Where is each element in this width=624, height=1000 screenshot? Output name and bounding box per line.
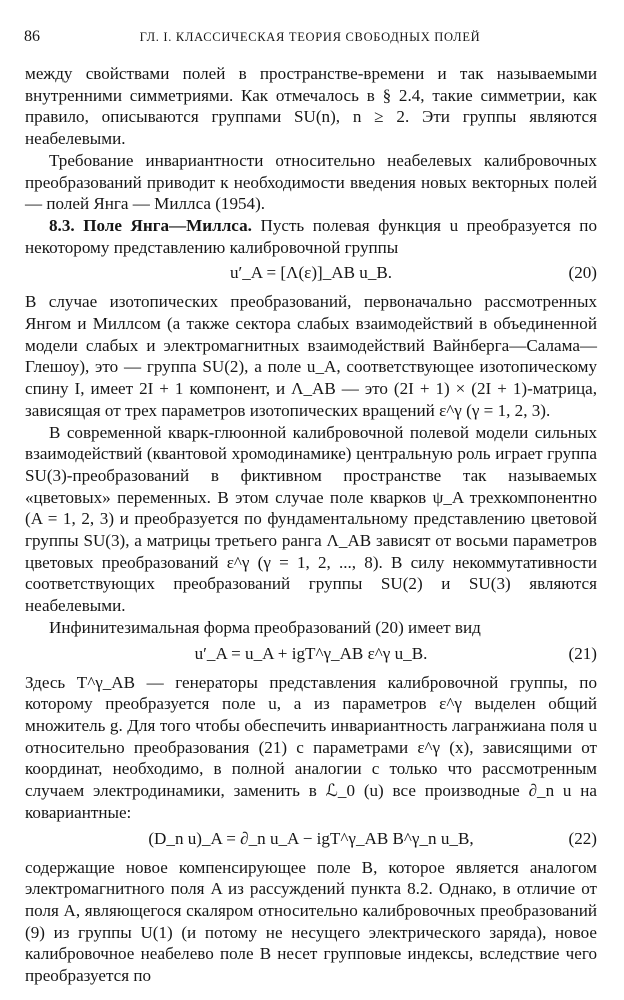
equation-number: (21) [568,643,597,663]
paragraph: Требование инвариантности относительно неабелевых калибровочных преобразований приводит к необходимости введения новых векторных полей — полей Янга — Миллса (1954). [25,150,597,214]
page-header [24,28,596,48]
paragraph-with-heading [25,215,597,258]
equation [25,639,597,672]
equation [25,258,597,291]
equation [25,824,597,857]
equation-number: (22) [568,828,597,848]
page-number: 86 [24,28,40,45]
page-body [25,63,597,987]
paragraph: содержащие новое компенсирующее поле B, которое является аналогом электромагнитного поля A из рассуждений пункта 8.2. Однако, в отличие от поля A, являющегося скаляром относительно калибровочных преобразований (9) из группы U(1) (и потому не несущего электрического заряда), новое калибровочное неабелево поле B несет групповые индексы, вследствие чего преобразуется по [25,857,597,986]
equation-formula: u′_A = [Λ(ε)]_AB u_B. [229,263,393,283]
paragraph: В современной кварк-глюонной калибровочной полевой модели сильных взаимодействий (квантовой хромодинамике) центральную роль играет группа SU(3)-преобразований в фиктивном пространстве так называемых «цветовых» переменных. В этом случае поле кварков ψ_A трехкомпонентно (A = 1, 2, 3) и преобразуется по фундаментальному представлению цветовой группы SU(3), а матрицы третьего ранга Λ_AB зависят от восьми параметров цветовых преобразований ε^γ (γ = 1, 2, ..., 8). В силу некоммутативности соответствующих преобразований группы SU(2) и SU(3) являются неабелевыми. [25,422,597,616]
equation-number: (20) [568,263,597,283]
running-title: ГЛ. I. КЛАССИЧЕСКАЯ ТЕОРИЯ СВОБОДНЫХ ПОЛЕЙ [139,30,481,44]
paragraph: Инфинитезимальная форма преобразований (20) имеет вид [49,617,481,637]
paragraph-text: Пусть полевая функция u преобразуется по некоторому представлению калибровочной группы [25,215,598,257]
equation-formula: u′_A = u_A + igT^γ_AB ε^γ u_B. [194,643,428,663]
section-heading: 8.3. Поле Янга—Миллса. [49,215,252,235]
paragraph: В случае изотопических преобразований, первоначально рассмотренных Янгом и Миллсом (а также сектора слабых взаимодействий в объединенной модели слабых и электромагнитных взаимодействий Вайнберга—Салама—Глешоу), это — группа SU(2), а поле u_A, соответствующее изотопическому спину I, имеет 2I + 1 компонент, и Λ_AB — это (2I + 1) × (2I + 1)-матрица, зависящая от трех параметров изотопических вращений ε^γ (γ = 1, 2, 3). [25,292,597,420]
paragraph: между свойствами полей в пространстве-времени и так называемыми внутренними симметриями. Как отмечалось в § 2.4, такие симметрии, как правило, описываются группами SU(n), n ≥ 2. Эти группы являются неабелевыми. [25,64,597,149]
paragraph: Здесь T^γ_AB — генераторы представления калибровочной группы, по которому преобразуется поле u, а из параметров ε^γ выделен общий множитель g. Для того чтобы обеспечить инвариантность лагранжиана поля u относительно преобразования (21) с параметрами ε^γ (x), зависящими от координат, необходимо, в полной аналогии с только что рассмотренным случаем электродинамики, заменить в ℒ_0 (u) все производные ∂_n u на ковариантные: [25,672,597,822]
equation-formula: (D_n u)_A = ∂_n u_A − igT^γ_AB B^γ_n u_B, [148,828,474,848]
